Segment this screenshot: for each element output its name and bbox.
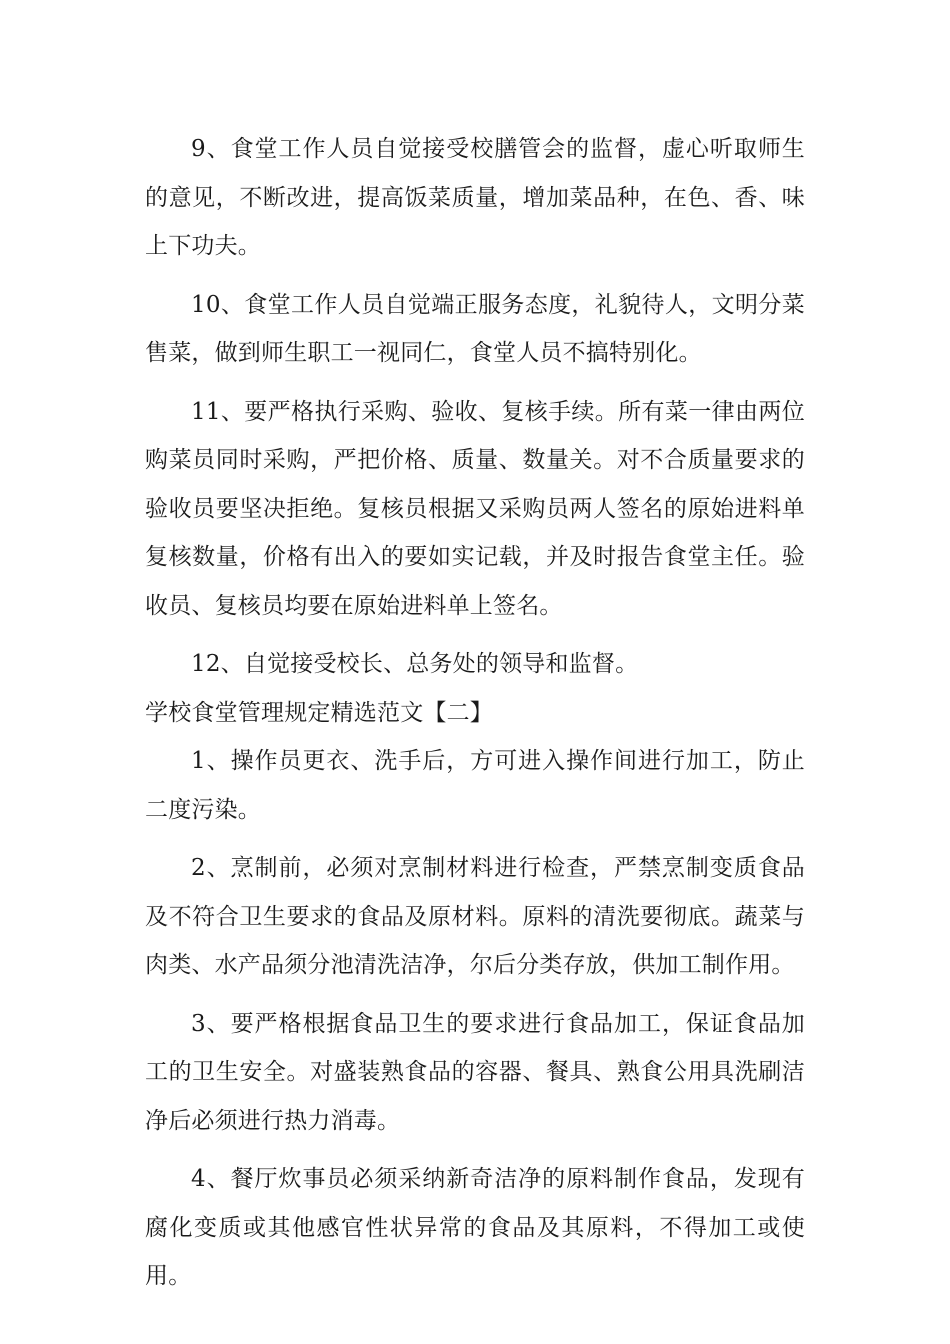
paragraph-item-12: 12、自觉接受校长、总务处的领导和监督。	[191, 651, 639, 677]
paragraph-item-9: 9、食堂工作人员自觉接受校膳管会的监督，虚心听取师生的意见，不断改进，提高饭菜质量，增加菜品种，在色、香、味上下功夫。	[145, 136, 805, 259]
paragraph-item-4: 4、餐厅炊事员必须采纳新奇洁净的原料制作食品，发现有腐化变质或其他感官性状异常的食品及其原料，不得加工或使用。	[145, 1166, 805, 1289]
document-page	[145, 125, 805, 1301]
paragraph-item-1: 1、操作员更衣、洗手后，方可进入操作间进行加工，防止二度污染。	[145, 748, 805, 823]
paragraph-item-11: 11、要严格执行采购、验收、复核手续。所有菜一律由两位购菜员同时采购，严把价格、质量、数量关。对不合质量要求的验收员要坚决拒绝。复核员根据又采购员两人签名的原始进料单复核数量，价格有出入的要如实记载，并及时报告食堂主任。验收员、复核员均要在原始进料单上签名。	[145, 398, 805, 619]
paragraph-item-10: 10、食堂工作人员自觉端正服务态度，礼貌待人，文明分菜售菜，做到师生职工一视同仁，食堂人员不搞特别化。	[145, 291, 805, 366]
paragraph-item-3: 3、要严格根据食品卫生的要求进行食品加工，保证食品加工的卫生安全。对盛装熟食品的容器、餐具、熟食公用具洗刷洁净后必须进行热力消毒。	[145, 1010, 805, 1134]
paragraph-item-2: 2、烹制前，必须对烹制材料进行检查，严禁烹制变质食品及不符合卫生要求的食品及原材料。原料的清洗要彻底。蔬菜与肉类、水产品须分池清洗洁净，尔后分类存放，供加工制作用。	[145, 855, 805, 978]
section-heading: 学校食堂管理规定精选范文【二】	[145, 699, 493, 726]
